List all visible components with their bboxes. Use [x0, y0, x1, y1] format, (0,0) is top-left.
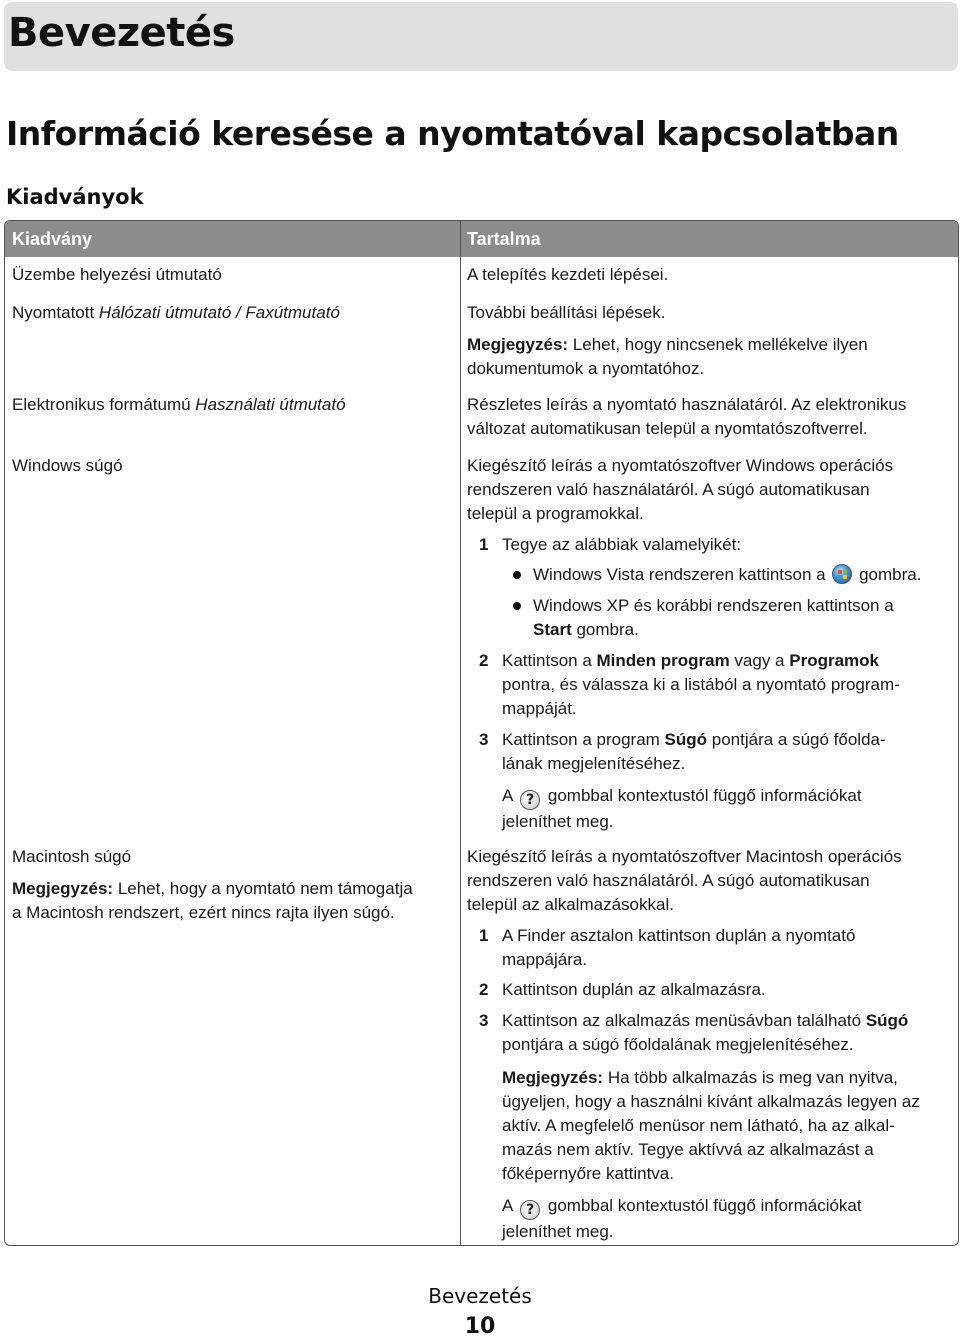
note-mac: Megjegyzés: Lehet, hogy a nyomtató nem támogatja a Macintosh rendszert, ezért nincs rajta ilyen súgó. — [12, 879, 413, 922]
column-divider — [460, 221, 461, 1245]
footer-chapter-label: Bevezetés — [428, 1284, 532, 1308]
mac-step3-text: Kattintson az alkalmazás menüsávban található Súgó pontjára a súgó főoldalának megjelenítéséhez. — [502, 1011, 909, 1054]
help-question-icon: ? — [520, 790, 540, 810]
publication-mac-help: Macintosh súgó — [12, 847, 132, 866]
step-number: 3 — [479, 730, 489, 749]
header-publication: Kiadvány — [12, 229, 93, 249]
bullet — [513, 602, 521, 610]
page-number: 10 — [464, 1314, 496, 1339]
step-number: 3 — [479, 1011, 489, 1030]
step-number: 1 — [479, 926, 489, 945]
bullet — [513, 571, 521, 579]
section-title: Információ keresése a nyomtatóval kapcsolatban — [6, 114, 899, 153]
windows-step1-text: Tegye az alábbiak valamelyikét: — [502, 535, 742, 554]
content-electronic: Részletes leírás a nyomtató használatáról. Az elektronikus változat automatikusan települ a nyomtatószoftverrel. — [467, 395, 907, 438]
header-content: Tartalma — [467, 229, 541, 249]
note-printed: Megjegyzés: Lehet, hogy nincsenek mellékelve ilyen dokumentumok a nyomtatóhoz. — [467, 335, 868, 378]
step-number: 2 — [479, 651, 489, 670]
windows-step3-text: Kattintson a program Súgó pontjára a súgó főolda- lának megjelenítéséhez. — [502, 730, 886, 773]
chapter-title: Bevezetés — [8, 10, 235, 56]
subsection-title: Kiadványok — [6, 185, 144, 209]
publication-electronic-guide: Elektronikus formátumú Használati útmutató — [12, 395, 346, 414]
publication-printed-guides: Nyomtatott Hálózati útmutató / Faxútmutató — [12, 303, 340, 322]
mac-step1-text: A Finder asztalon kattintson duplán a nyomtató mappájára. — [502, 926, 856, 969]
windows-help-note: A ? gombbal kontextustól függő információkat jeleníthet meg. — [502, 786, 862, 831]
content-printed: További beállítási lépések. — [467, 303, 666, 322]
content-setup: A telepítés kezdeti lépései. — [467, 265, 669, 284]
publications-table — [4, 220, 959, 1246]
mac-note-active-app: Megjegyzés: Ha több alkalmazás is meg van nyitva, ügyeljen, hogy a használni kívánt alkalmazás legyen az aktív. A megfelelő menüsor nem látható, ha az alkal- mazás nem aktív. Tegye aktívvá az alkalmazást a főképernyőre kattintva. — [502, 1068, 920, 1183]
mac-help-note: A ? gombbal kontextustól függő információkat jeleníthet meg. — [502, 1196, 862, 1241]
publication-setup-guide: Üzembe helyezési útmutató — [12, 265, 222, 284]
help-question-icon: ? — [520, 1200, 540, 1220]
step-number: 2 — [479, 980, 489, 999]
windows-step2-text: Kattintson a Minden program vagy a Programok pontra, és válassza ki a listából a nyomtató program- mappáját. — [502, 651, 900, 718]
windows-vista-start-icon — [832, 564, 852, 584]
mac-step2-text: Kattintson duplán az alkalmazásra. — [502, 980, 766, 999]
step-number: 1 — [479, 535, 489, 554]
publication-windows-help: Windows súgó — [12, 456, 123, 475]
windows-bullet-xp: Windows XP és korábbi rendszeren kattintson a Start gombra. — [533, 596, 894, 639]
windows-bullet-vista: Windows Vista rendszeren kattintson a gombra. — [533, 565, 922, 584]
content-windows-intro: Kiegészítő leírás a nyomtatószoftver Windows operációs rendszeren való használatáról. A súgó automatikusan települ a programokkal. — [467, 456, 894, 523]
content-mac-intro: Kiegészítő leírás a nyomtatószoftver Macintosh operációs rendszeren való használatáról. A súgó automatikusan települ az alkalmazásokkal. — [467, 847, 902, 914]
